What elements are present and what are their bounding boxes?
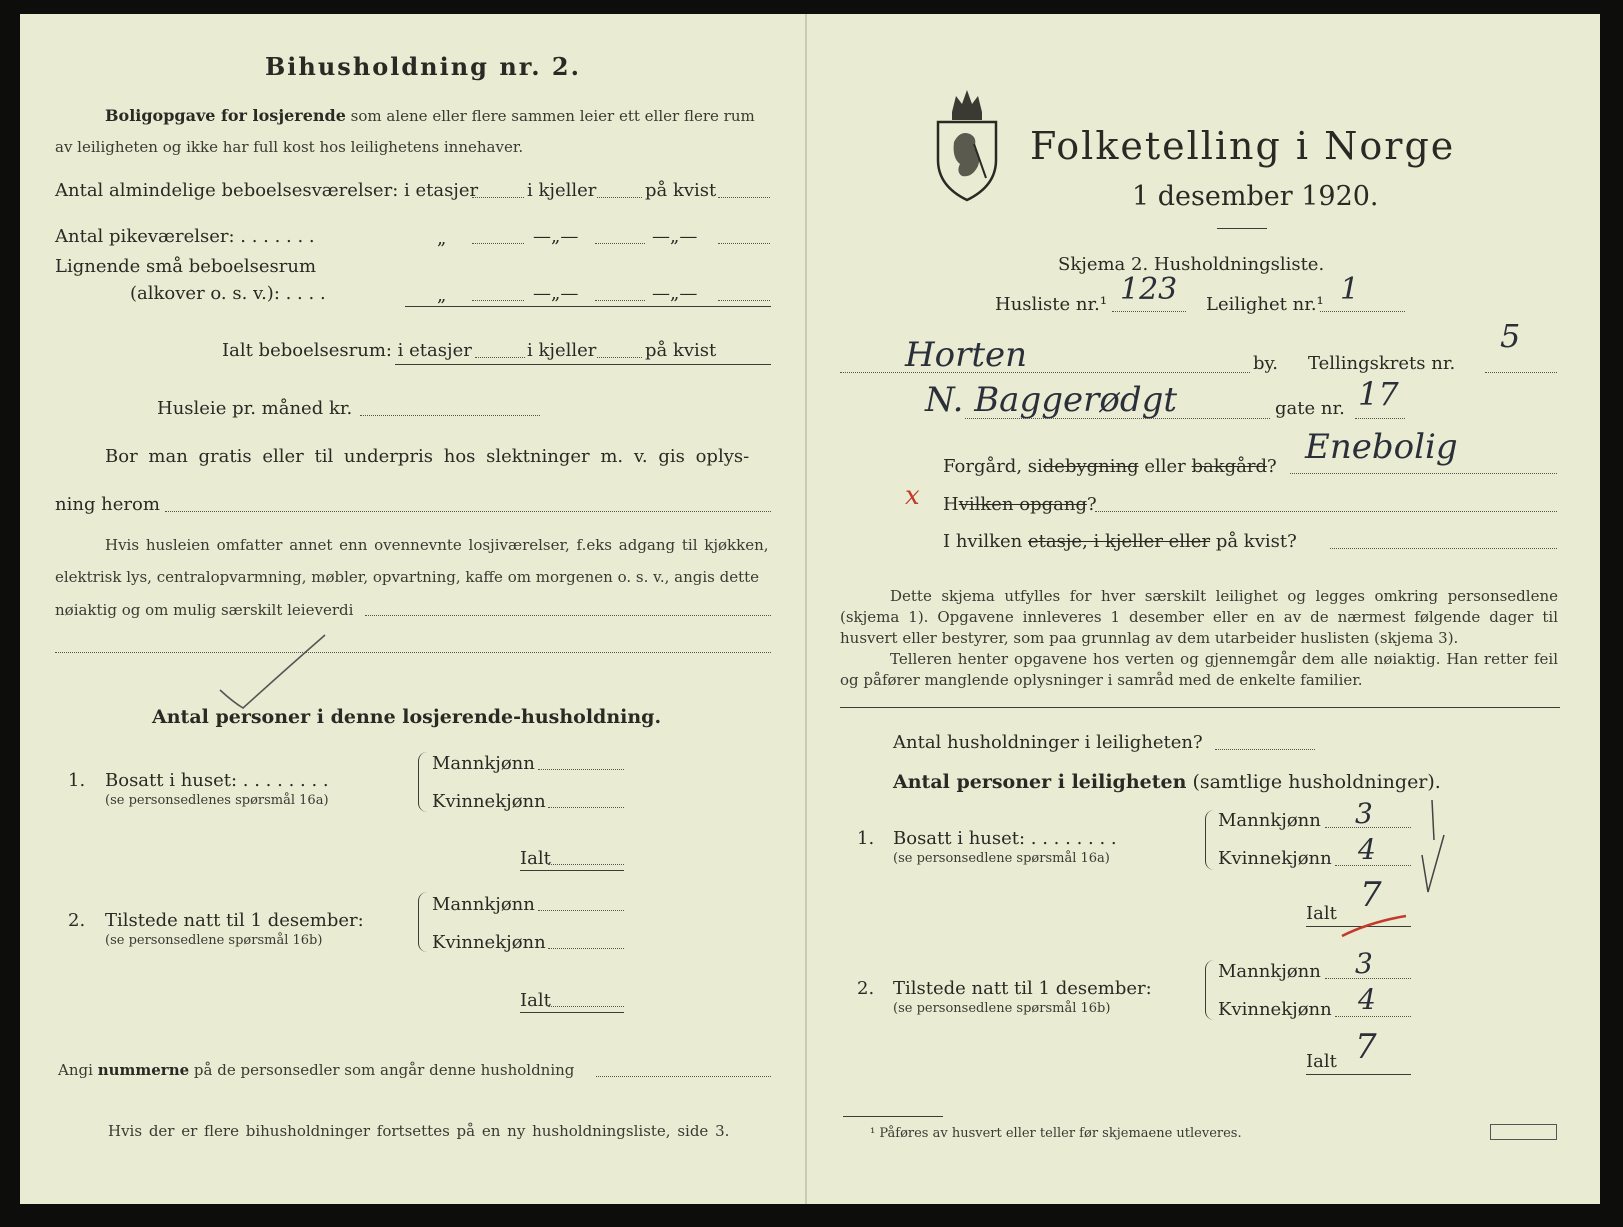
lign-label-2: (alkover o. s. v.): . . . . — [130, 283, 326, 304]
printer-stamp — [1490, 1124, 1557, 1140]
rooms-label: Antal almindelige beboelsesværelser: i etasjer — [55, 180, 479, 201]
rooms-kjeller-field[interactable] — [597, 197, 642, 198]
right-q2-kvinne-value[interactable]: 4 — [1358, 983, 1376, 1016]
tellingskrets-value[interactable]: 5 — [1500, 317, 1521, 355]
ant-personer-rest: (samtlige husholdninger). — [1192, 771, 1441, 793]
hvis-line-1: Hvis husleien omfatter annet enn ovennevnte losjiværelser, f.eks adgang til kjøkken, — [105, 536, 769, 554]
right-q2-num: 2. — [857, 978, 875, 999]
rooms-kvist-label: på kvist — [645, 180, 717, 201]
left-q2-num: 2. — [68, 910, 86, 931]
opgang-text-1: H — [943, 494, 959, 515]
left-q2-kvinne-label: Kvinnekjønn — [432, 932, 546, 953]
pike-ditto: „ — [437, 228, 447, 249]
husleie-field[interactable] — [360, 415, 540, 416]
left-q2-sub: (se personsedlene spørsmål 16b) — [105, 933, 323, 948]
etasje-strike: etasje, i kjeller eller — [1028, 531, 1211, 552]
right-q1-mann-value[interactable]: 3 — [1355, 797, 1373, 830]
right-q1-ialt-value[interactable]: 7 — [1360, 875, 1382, 915]
forgard-text-2: eller — [1138, 456, 1192, 477]
husliste-field[interactable] — [1112, 311, 1186, 312]
left-q2-ialt-field[interactable] — [548, 1006, 624, 1007]
left-q1-label: Bosatt i huset: . . . . . . . . — [105, 770, 329, 791]
right-q2-kvinne-label: Kvinnekjønn — [1218, 999, 1332, 1020]
ant-husholdninger-field[interactable] — [1215, 749, 1315, 750]
right-q1-label: Bosatt i huset: . . . . . . . . — [893, 828, 1117, 849]
intro-rest-1: som alene eller flere sammen leier ett eller flere rum — [350, 107, 755, 125]
title-rule — [1217, 228, 1267, 229]
right-q1-kvinne-label: Kvinnekjønn — [1218, 848, 1332, 869]
left-q1-ialt-field[interactable] — [548, 864, 624, 865]
forgard-text-1: Forgård, si — [943, 456, 1043, 477]
leieverdi-field-2[interactable] — [55, 652, 771, 653]
footnote-rule — [843, 1116, 943, 1117]
pike-dash-ditto-1: —„— — [533, 226, 579, 247]
gratis-field[interactable] — [165, 511, 771, 512]
left-q2-brace — [418, 892, 427, 952]
intro-rest-2: av leiligheten og ikke har full kost hos leilighetens innehaver. — [55, 138, 524, 156]
red-pencil-underline — [1340, 912, 1410, 942]
left-q2-mann-field[interactable] — [538, 910, 624, 911]
ialt-kjeller-label: i kjeller — [527, 340, 597, 361]
right-q2-ialt-rule — [1306, 1074, 1411, 1075]
rooms-etasjer-field[interactable] — [472, 197, 524, 198]
forgard-text-3: ? — [1267, 456, 1277, 477]
left-q1-kvinne-label: Kvinnekjønn — [432, 791, 546, 812]
rooms-kjeller-label: i kjeller — [527, 180, 597, 201]
ialt-etasjer-field[interactable] — [475, 357, 525, 358]
angi-bold: nummerne — [97, 1061, 190, 1079]
right-q2-ialt-value[interactable]: 7 — [1355, 1027, 1377, 1067]
left-q2-mann-label: Mannkjønn — [432, 894, 535, 915]
left-q1-kvinne-field[interactable] — [548, 807, 624, 808]
footnote-text: ¹ Påføres av husvert eller teller før skjemaene utleveres. — [870, 1126, 1242, 1141]
gate-nr-field[interactable] — [1355, 418, 1405, 419]
angi-text-1: Angi — [58, 1061, 93, 1079]
leilighet-field[interactable] — [1320, 311, 1405, 312]
right-q2-brace — [1205, 960, 1214, 1020]
husliste-value[interactable]: 123 — [1120, 272, 1178, 307]
angi-text-2: på de personsedler som angår denne husholdning — [193, 1061, 575, 1079]
section-rule — [840, 707, 1560, 708]
left-q1-sub: (se personsedlenes spørsmål 16a) — [105, 793, 329, 808]
ant-husholdninger-label: Antal husholdninger i leiligheten? — [893, 732, 1203, 753]
leieverdi-field[interactable] — [365, 615, 771, 616]
gate-nr-value[interactable]: 17 — [1358, 375, 1399, 413]
page-fold — [805, 14, 807, 1204]
ant-personer-bold: Antal personer i leiligheten — [893, 771, 1187, 793]
leilighet-label: Leilighet nr.¹ — [1206, 294, 1324, 315]
husliste-label: Husliste nr.¹ — [995, 294, 1108, 315]
ialt-rooms-label: Ialt beboelsesrum: i etasjer — [222, 340, 472, 361]
lign-etasjer-field[interactable] — [472, 300, 524, 301]
pencil-check-mark — [1418, 800, 1448, 895]
left-q1-num: 1. — [68, 770, 86, 791]
opgang-red-mark: x — [905, 481, 920, 511]
by-field[interactable] — [840, 372, 1250, 373]
lign-ditto: „ — [437, 285, 447, 306]
gate-label: gate nr. — [1275, 398, 1345, 419]
skjema-label: Skjema 2. Husholdningsliste. — [1058, 254, 1325, 275]
hvis-line-3: nøiaktig og om mulig særskilt leieverdi — [55, 601, 354, 619]
gratis-line-1: Bor man gratis eller til underpris hos slektninger m. v. gis oplys- — [105, 446, 750, 467]
left-q1-mann-label: Mannkjønn — [432, 753, 535, 774]
ialt-kjeller-field[interactable] — [597, 357, 642, 358]
forgard-value[interactable]: Enebolig — [1305, 427, 1458, 467]
tellingskrets-label: Tellingskrets nr. — [1308, 353, 1456, 374]
info-paragraph-1: Dette skjema utfylles for hver særskilt leilighet og legges omkring personsedlene (skjema 1). Opgavene innleveres 1 desember eller en av de nærmest følgende dager til husvert eller bestyrer, som paa grunnlag av dem utarbeider huslisten (skjema 3). — [840, 587, 1558, 647]
forgard-strike-2: bakgård — [1191, 456, 1268, 477]
etasje-text-2: på kvist? — [1215, 531, 1297, 552]
by-value[interactable]: Horten — [905, 335, 1028, 375]
left-q1-ialt-rule — [520, 870, 624, 871]
right-q2-mann-value[interactable]: 3 — [1355, 947, 1373, 980]
rooms-kvist-field[interactable] — [718, 197, 770, 198]
left-q2-ialt-label: Ialt — [520, 990, 551, 1011]
right-q2-kvinne-field[interactable] — [1335, 1016, 1411, 1017]
right-title: Folketelling i Norge — [1030, 124, 1456, 168]
census-date: 1 desember 1920. — [1132, 181, 1379, 212]
lign-sum-rule — [405, 306, 771, 307]
leilighet-value[interactable]: 1 — [1340, 272, 1360, 307]
husleie-label: Husleie pr. måned kr. — [157, 398, 353, 419]
pike-label: Antal pikeværelser: . . . . . . . — [55, 226, 315, 247]
left-q1-brace — [418, 752, 427, 812]
pike-kvist-field[interactable] — [718, 243, 770, 244]
left-q2-ialt-rule — [520, 1012, 624, 1013]
pike-etasjer-field[interactable] — [472, 243, 524, 244]
forgard-field[interactable] — [1290, 473, 1557, 474]
gratis-line-2: ning herom — [55, 494, 160, 515]
norway-lion-coat-of-arms-icon — [932, 82, 1002, 204]
left-antal-heading: Antal personer i denne losjerende-husholdning. — [152, 706, 662, 728]
etasje-field[interactable] — [1330, 548, 1557, 549]
right-q2-label: Tilstede natt til 1 desember: — [893, 978, 1152, 999]
pencil-tick-mark — [215, 630, 335, 710]
etasje-text-1: I hvilken — [943, 531, 1023, 552]
angi-field[interactable] — [596, 1076, 771, 1077]
hvis-line-2: elektrisk lys, centralopvarmning, møbler, opvartning, kaffe om morgenen o. s. v., angis dette — [55, 568, 760, 586]
right-q2-mann-label: Mannkjønn — [1218, 961, 1321, 982]
right-q1-kvinne-value[interactable]: 4 — [1358, 833, 1376, 866]
left-q1-ialt-label: Ialt — [520, 848, 551, 869]
by-label: by. — [1253, 353, 1279, 374]
right-q1-mann-label: Mannkjønn — [1218, 810, 1321, 831]
forgard-strike-1: debygning — [1042, 456, 1139, 477]
ialt-rooms-rule — [395, 364, 771, 365]
left-footer: Hvis der er flere bihusholdninger fortsettes på en ny husholdningsliste, side 3. — [108, 1122, 730, 1140]
right-q2-sub: (se personsedlene spørsmål 16b) — [893, 1001, 1111, 1016]
opgang-strike: vilken opgang — [958, 494, 1087, 515]
tellingskrets-field[interactable] — [1485, 372, 1557, 373]
right-q1-ialt-label: Ialt — [1306, 903, 1337, 924]
lign-label-1: Lignende små beboelsesrum — [55, 256, 317, 277]
right-q1-brace — [1205, 810, 1214, 870]
left-q2-kvinne-field[interactable] — [548, 948, 624, 949]
pike-dash-ditto-2: —„— — [652, 226, 698, 247]
intro-bold: Boligopgave for losjerende — [105, 106, 346, 125]
gate-value[interactable]: N. Baggerødgt — [925, 380, 1178, 420]
lign-dash-ditto-2: —„— — [652, 283, 698, 304]
left-q1-mann-field[interactable] — [538, 769, 624, 770]
gate-field[interactable] — [965, 418, 1270, 419]
info-paragraph-2: Telleren henter opgavene hos verten og gjennemgår dem alle nøiaktig. Han retter feil og påfører manglende oplysninger i samråd med de enkelte familier. — [840, 650, 1558, 689]
opgang-text-2: ? — [1087, 494, 1097, 515]
lign-kvist-field[interactable] — [718, 300, 770, 301]
right-q2-ialt-label: Ialt — [1306, 1051, 1337, 1072]
lign-kjeller-field[interactable] — [595, 300, 645, 301]
left-q2-label: Tilstede natt til 1 desember: — [105, 910, 364, 931]
left-title: Bihusholdning nr. 2. — [265, 52, 581, 81]
ialt-kvist-label: på kvist — [645, 340, 717, 361]
pike-kjeller-field[interactable] — [595, 243, 645, 244]
lign-dash-ditto-1: —„— — [533, 283, 579, 304]
right-q1-num: 1. — [857, 828, 875, 849]
right-q1-sub: (se personsedlene spørsmål 16a) — [893, 851, 1110, 866]
opgang-field[interactable] — [1095, 511, 1557, 512]
